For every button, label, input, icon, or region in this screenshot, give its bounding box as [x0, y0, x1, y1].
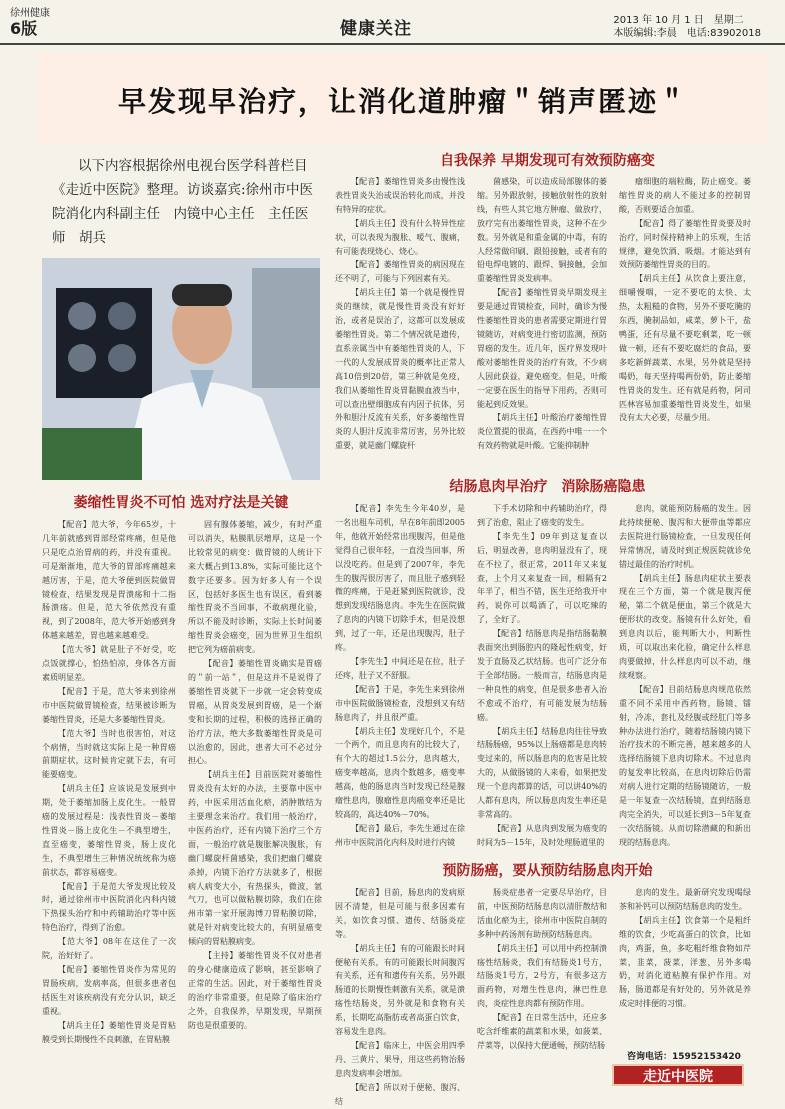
section-4-title: 预防肠癌，要从预防结肠息肉开始 [442, 863, 653, 879]
paragraph: 【配音】目前，肠息肉的发病原因不清楚，但是可能与很多因素有关，如饮食习惯、遗传、结肠炎症等。 [335, 888, 465, 939]
paragraph: 息肉，就能预防肠癌的发生。因此持续便秘、腹泻和大便带血等都应去医院进行肠镜检查，一旦发现任何异常情况，请及时到正规医院就诊免错过最佳的治疗时机。 [619, 504, 751, 569]
section-2-col-2 [188, 518, 322, 1088]
paragraph: 【胡兵主任】饮食第一个是粗纤维的饮食，少吃高蛋白的饮食，比如肉，鸡蛋，鱼，多吃粗纤维食物如芹菜，韭菜，菠菜，洋葱，另外多喝奶，对消化道粘膜有保护作用。对肠，肠道都是有好处的，另外就是养成定时排便的习惯。 [619, 915, 751, 1009]
section-1-col-1 [335, 175, 465, 471]
paragraph: 【配音】萎缩性胃炎的病因现在还不明了，可能与下列因素有关。 [335, 260, 465, 284]
section-3-col-3 [619, 502, 751, 852]
paragraph: 【配音】从息肉到发展为癌变的时间为5－15年，及时处理肠道里的 [477, 823, 607, 847]
paragraph: 【主持】萎缩性胃炎不仅对患者的身心健康造成了影响，甚至影响了正常的生活。因此，对于萎缩性胃炎的治疗非常重要，但是除了临床治疗之外，自我保养，早期发现，早期预防也是很重要的。 [188, 951, 322, 1030]
header-rule [0, 43, 785, 45]
paragraph: 【胡兵主任】第一个就是慢性胃炎的继续，就是慢性胃炎没有好好治，或者是误治了，这都可以发展成萎缩性胃炎。第二个情况就是遗传，直系亲属当中有萎缩性胃炎的人，下一代的人发展成胃炎的概率比正常人高10倍到20倍，第三种就是免疫，我们从萎缩性胃炎胃黏膜血液当中，可以查出壁细胞成有内因子抗体，另外和胆汁反流有关系，好多萎缩性胃炎的人胆汁反流非常厉害，另外比较重要，就是幽门螺旋杆 [335, 288, 465, 451]
section-1-title: 自我保养 早期发现可有效预防癌变 [440, 153, 655, 169]
paragraph: 【配音】萎缩性胃炎确实是胃癌的＂前一站＂，但是这并不是说得了萎缩性胃炎就下一步就一定会转变成胃癌，从胃炎发展到胃癌，是一个渐变和长期的过程，积极的选择正确的治疗方法，绝大多数萎缩性胃炎是可以治愈的，因此，患者大可不必过分担心。 [188, 659, 322, 766]
contact-phone: 咨询电话：15952153420 [627, 1052, 741, 1062]
paragraph: 【胡兵主任】叶酸治疗萎缩性胃炎位置提的很高，在西药中唯一一个有效药物就是叶酸。它能抑制肿 [477, 413, 607, 451]
section-4-col-3 [619, 886, 751, 1046]
paragraph: 【胡兵主任】有的可能跟长时间便秘有关系，有的可能跟长时间腹泻有关系，还有和遗传有关系，另外跟肠道的长期慢性刺激有关系，就是溃疡性结肠炎，另外就是和食物有关系，长期吃高脂肪或者高蛋白饮食，容易发生息肉。 [335, 943, 465, 1037]
page-header [0, 0, 785, 44]
paragraph: 【范大爷】08年在这住了一次院，治好好了。 [42, 937, 176, 961]
paragraph: 【配音】于是，范大爷来到徐州市中医院做胃镜检查，结果被诊断为萎缩性胃炎，还是大多萎缩性胃炎。 [42, 686, 176, 724]
section-2-title: 萎缩性胃炎不可怕 选对疗法是关键 [73, 495, 289, 511]
paragraph: 【胡兵主任】发现好几个，不是一个两个，而且息肉有的比较大了，有个大的超过1.5公分，息肉越大，癌变率越高，息肉个数越多，癌变率越高，他的肠息肉当时发现已经是腺瘤性息肉，腺瘤性息肉癌变率还是比较高的，高达40%－70%。 [335, 726, 465, 819]
editor-info: 本版编辑:李晨 电话:83902018 [613, 28, 761, 39]
paragraph: 肠炎症患者一定要尽早治疗，目前，中医预防结肠息肉以清肝散结和活血化瘀为主，徐州市中医院自制的多种中药汤剂有助预防结肠息肉。 [477, 888, 607, 939]
paragraph: 【配音】所以对于便秘、腹泻、结 [335, 1082, 465, 1106]
paragraph: 【胡兵主任】可以用中药控制溃疡性结肠炎，我们有结肠炎1号方，结肠炎1号方，2号方，有很多这方面药物，对增生性息肉，淋巴性息肉，炎症性息肉都有预防作用。 [477, 943, 607, 1009]
program-logo: 走近中医院 [612, 1064, 744, 1086]
page-number: 6版 [10, 19, 38, 38]
paragraph: 【配音】范大爷，今年65岁，十几年前就感到胃部经常疼痛，但是他只是吃点治胃病的药，并没有重视。可是渐渐地，范大爷的胃部疼痛越来越厉害，于是，范大爷便到医院做胃镜检查，结果发现是胃溃疡和十二指肠溃疡。但是，范大爷依然没有重视，到了2008年，范大爷开始感到身体越来越差，胃也越来越难受。 [42, 520, 176, 641]
section-1-col-3 [619, 175, 751, 471]
paragraph: 下手术切除和中药辅助治疗，得到了治愈，阻止了癌变的发生。 [477, 504, 607, 527]
paragraph: 【配音】萎缩性胃炎早期发现主要是通过胃镜检查，同时，确诊为慢性萎缩性胃炎的患者需要定期进行胃镜随访，对病变进行密切监测，预防胃癌的发生。近几年，医疗界发现叶酸对萎缩性胃炎的治疗有效，不少病人因此获益，避免癌变。但是，叶酸一定要在医生的指导下用药，否则可能起到反效果。 [477, 288, 607, 409]
paragraph: 【胡兵主任】从饮食上要注意，细嚼慢咽，一定不要吃的太快、太热，太粗糙的食物，另外不要吃腌的东西，腌制品如，咸菜，萝卜干，盐鸭蛋，还有尽量不要吃剩菜，吃一顿做一顿，还有不要吃腐烂的食品，要多吃新鲜蔬菜、水果，另外就是坚持喝奶，每天坚持喝两份奶，防止萎缩性胃炎的发生。还有就是药物，阿司匹林容易加重萎缩性胃炎发生，如果没有太大必要，尽量少用。 [619, 274, 751, 423]
paragraph: 【配音】萎缩性胃炎作为常见的胃肠疾病，发病率高，但很多患者包括医生对该疾病没有充分认识，缺乏重视。 [42, 965, 176, 1016]
paragraph: 【胡兵主任】没有什么特异性症状，可以表现为腹胀、嗳气、腹痛，有可能表现烧心、烧心。 [335, 218, 465, 256]
doctor-photo-illustration [42, 258, 320, 480]
paragraph: 【李先生】中间还是在拉，肚子还疼，肚子又不舒服。 [335, 656, 465, 680]
section-3-title: 结肠息肉早治疗 消除肠癌隐患 [449, 479, 646, 495]
paragraph: 固有腺体萎缩，减少，有时严重可以消失，粘膜肌层增厚，这是一个比较常见的病变：做胃镜的人统计下来大概占到13.8%，实际可能比这个数字还要多。因为好多人有一个误区，包括好多医生也有误区，看到萎缩性胃炎不当回事，不敢病理化验，所以不能及时诊断，实际上长时间萎缩性胃炎会癌变，因为世界卫生组织把它列为癌前病变。 [188, 520, 322, 655]
headline: 早发现早治疗，让消化道肿瘤＂销声匿迹＂ [117, 85, 688, 118]
paragraph: 【胡兵主任】肠息肉症状主要表现在三个方面，第一个就是腹泻便秘，第二个就是便血，第三个就是大便形状的改变。肠镜有什么好处，看到息肉以后，能判断大小，判断性质，可以取出来化验，确定什么样息肉要做掉，什么样息肉可以不动，继续观察。 [619, 573, 751, 680]
paragraph: 【胡兵主任】萎缩性胃炎是胃粘膜受到长期慢性不良刺激，在胃粘膜 [42, 1020, 176, 1044]
paragraph: 【范大爷】就是肚子不好受，吃点饭就撑心，怕热怕凉，身体各方面素质明显差。 [42, 645, 176, 682]
paragraph: 【配音】最后，李先生通过在徐州市中医院消化内科及时进行内镜 [335, 823, 465, 847]
headline-banner [38, 52, 768, 144]
paragraph: 【配音】于是，李先生来到徐州市中医院做肠镜检查，没想到又有结肠息肉了，并且很严重。 [335, 684, 465, 722]
paragraph: 【胡兵主任】目前医院对萎缩性胃炎没有太好的办法，主要靠中医中药，中医采用活血化瘀，消肿散结为主要理念来治疗。我们用一般治疗，中医药治疗，还有内镜下治疗三个方面，一般治疗就是腹胀解决腹胀，有幽门螺旋杆菌感染，我们把幽门螺旋杀掉，内镜下治疗方法就多了，根据病人病变大小，有热探头，微波，氩气刀，也可以做粘膜切除，我们在徐州市第一家开展海博刀胃粘膜切除，就是针对病变比较大的，有明显癌变倾向的胃粘膜病变。 [188, 770, 322, 947]
doctor-photo [42, 258, 320, 480]
paragraph: 【配音】在日常生活中，还应多吃含纤维素的蔬菜和水果，如菠菜、芹菜等，以保持大便通畅，预防结肠 [477, 1013, 607, 1050]
section-3-col-1 [335, 502, 465, 852]
paragraph: 【胡兵主任】应该说是发展到中期，处于萎缩加肠上皮化生。一般胃癌的发展过程是：浅表性胃炎－萎缩性胃炎－肠上皮化生－不典型增生，直至癌变，萎缩性胃炎，肠上皮化生，不典型增生三种情况统统称为癌前状态，都容易癌变。 [42, 784, 176, 877]
paragraph: 【配音】临床上，中医会用四季丹、三黄片、果导，用这些药物治肠息肉发病率会增加。 [335, 1040, 465, 1078]
paragraph: 【配音】萎缩性胃炎多由慢性浅表性胃炎失治或误治转化而成，并没有特异的症状。 [335, 177, 465, 214]
masthead-right [613, 14, 761, 40]
section-1-col-2 [477, 175, 607, 471]
section-3-col-2 [477, 502, 607, 852]
paragraph: 【胡兵主任】结肠息肉往往导致结肠肠癌，95%以上肠癌都是息肉转变过来的，所以肠息肉的危害是比较大的，从做肠镜的人来看，如果把发现一个息肉都算的话，可以讲40%的人都有息肉，所以肠息肉发生率还是非常高的。 [477, 726, 607, 819]
paragraph: 菌感染，可以造成局部腺体的萎缩。另外跟放射，接触放射性的放射线，有些人其它地方肿瘤、做放疗，放疗完有出萎缩性胃炎，这种不在少数。另外就是和重金属的中毒，有的人经常做印刷、跟铅接触，或者有的铅电焊电镀的、跟焊、铜接触，会加重萎缩性胃炎发病率。 [477, 177, 607, 284]
paragraph: 瘤细胞的端粒酶，防止癌变。萎缩性胃炎的病人不能过多的控制胃酸，否则要适合加重。 [619, 177, 751, 214]
paragraph: 【配音】于是范大爷发现比较及时，通过徐州市中医院消化内科内镜下热探头治疗和中药辅助治疗等中医特色治疗，得到了治愈。 [42, 881, 176, 933]
paragraph: 息肉的发生。最新研究发现喝绿茶和补钙可以预防结肠息肉的发生。 [619, 888, 751, 911]
paragraph: 【配音】目前结肠息肉规范依然重不同不采用中西药物，肠镜、镭射，冷冻，套扎及经腹或经肛门等多种办法进行治疗，随着结肠镜内镜下治疗技术的不断完善，越来越多的人选择结肠镜下息肉切除术。不过息肉的复发率比较高，在息肉切除后仍需对病人进行定期的结肠镜随访，一般是一年复查一次结肠镜，直到结肠息肉完全消失，可以延长到3－5年复查一次结肠镜。从而切除潜藏的和新出现的结肠息肉。 [619, 684, 751, 847]
intro-text: 以下内容根据徐州电视台医学科普栏目《走近中医院》整理。访谈嘉宾:徐州市中医院消化内科副主任 内镜中心主任 主任医师 胡兵 [52, 158, 314, 246]
paper-name: 徐州健康 [10, 8, 50, 19]
section-2-col-1 [42, 518, 176, 1088]
paragraph: 【李先生】09年到这复查以后，明显改善，息肉明显没有了，现在不拉了，很正常，2011年又来复查，上个月又来复查一回，相隔有2年半了，相当不错，医生还给我开中药，说你可以喝酒了，可以吃辣的了，全好了。 [477, 531, 607, 625]
masthead-left [10, 8, 50, 38]
section-4-col-2 [477, 886, 607, 1090]
issue-date: 2013 年 10 月 1 日 星期二 [613, 15, 744, 26]
paragraph: 【配音】李先生今年40岁，是一名出租车司机，早在8年前即2005年，他就开始经常出现腹泻，但是他觉得自己很年轻，一直没当回事，所以没吃药。但是到了2007年，李先生的腹泻很厉害了，而且肚子感到轻微的疼痛，于是赶紧到医院就诊，没想到发现结肠息肉。李先生在医院做了息肉的内镜下切除手术，但是没想到，过了一年，还是出现腹泻，肚子疼。 [335, 504, 465, 653]
section-name: 健康关注 [340, 19, 412, 39]
paragraph: 【配音】结肠息肉是指结肠黏膜表面突出到肠腔内的隆起性病变，好发于直肠及乙状结肠。也可广泛分布于全部结肠。一般而言，结肠息肉是一种良性的病变，但是很多患者入治不愈或不治疗，有可能发展为结肠癌。 [477, 629, 607, 722]
section-4-col-1 [335, 886, 465, 1106]
paragraph: 【配音】得了萎缩性胃炎要及时治疗，同时保持精神上的乐观，生活规律，避免饮酒、吸烟。才能达到有效预防萎缩性胃炎的目的。 [619, 218, 751, 270]
paragraph: 【范大爷】当时也很害怕，对这个病情，当时就这实际上是一种胃癌前期症状，这时候肯定就下去，有可能要癌变。 [42, 728, 176, 780]
